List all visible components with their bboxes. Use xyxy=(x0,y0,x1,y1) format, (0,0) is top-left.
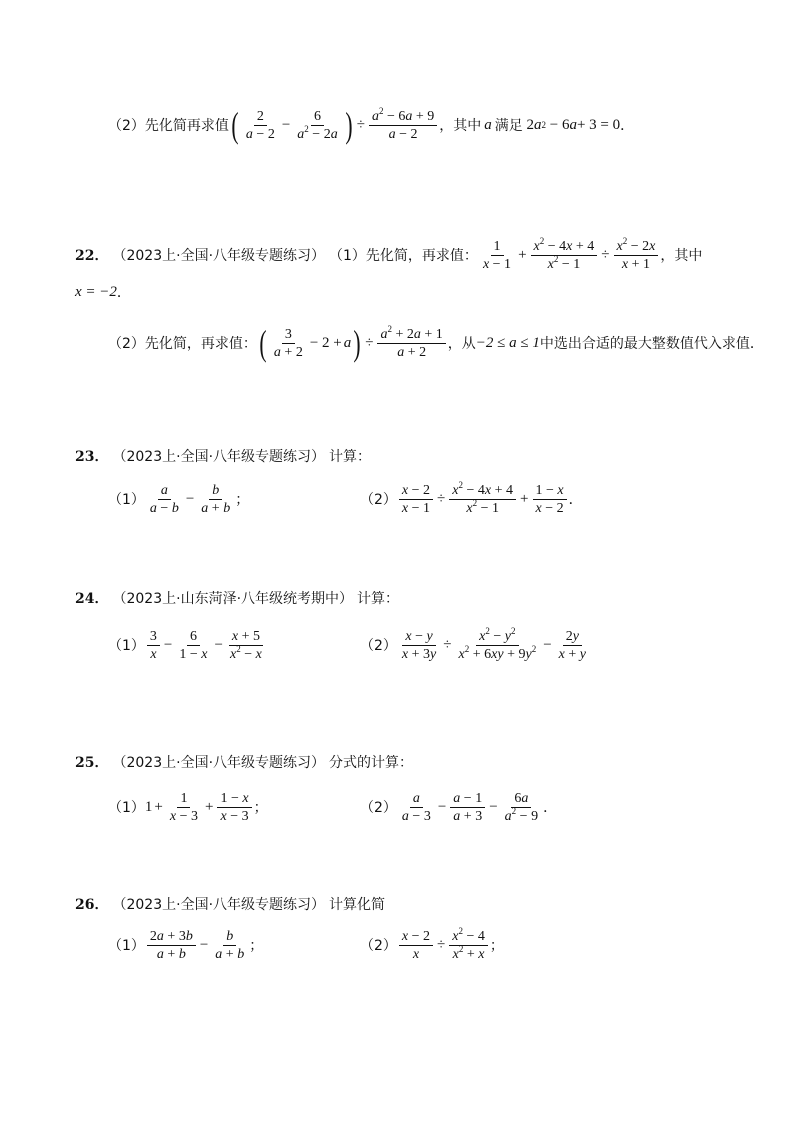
q25-p1-label: （1） xyxy=(108,800,145,816)
q22-number: 22． xyxy=(75,248,109,264)
q25-instruction: 分式的计算： xyxy=(329,755,414,771)
q22-condition: x = −2 xyxy=(75,283,117,300)
q22-part1-expression: $\frac{1}{x - 1}$ + $\frac{x^2 - 4x + 4}{x^2 - 1}$ ÷ $\frac{x^2 - 2x}{x + 1}$ xyxy=(478,238,660,273)
q25-source: （2023上·全国·八年级专题练习） xyxy=(112,755,326,771)
q26-source: （2023上·全国·八年级专题练习） xyxy=(112,897,326,913)
q26-p2-expression: $\frac{x - 2}{x}$ ÷ $\frac{x^2 - 4}{x^2 + x}$ xyxy=(397,928,490,963)
q25-p2-end: ． xyxy=(543,800,558,816)
q22-part2-label: （2）先化简，再求值： xyxy=(108,336,257,352)
q23-part2 xyxy=(360,476,583,522)
q22-line1 xyxy=(75,232,702,278)
q24-p1-label: （1） xyxy=(108,638,145,654)
q21-condition: 2 a 2 − 6 a + 3 = 0 xyxy=(522,116,621,133)
q21-part2-label: （2）先化简再求值 xyxy=(108,118,229,134)
q23-source: （2023上·全国·八年级专题练习） xyxy=(112,449,326,465)
q21-var-a: a xyxy=(484,116,492,133)
q26-p2-end: ； xyxy=(489,938,504,954)
q23-p1-label: （1） xyxy=(108,492,145,508)
q22-range: −2 ≤ a ≤ 1 xyxy=(475,334,540,351)
q24-source: （2023上·山东菏泽·八年级统考期中） xyxy=(112,591,354,607)
q23-p2-label: （2） xyxy=(360,492,397,508)
q26-p1-end: ； xyxy=(249,938,264,954)
q26-number: 26． xyxy=(75,897,109,913)
q23-header xyxy=(75,446,371,466)
q26-p1-label: （1） xyxy=(108,938,145,954)
q25-part1 xyxy=(108,784,268,830)
q21-tail-end: ． xyxy=(620,118,635,134)
q24-p2-label: （2） xyxy=(360,638,397,654)
q22-source: （2023上·全国·八年级专题练习） xyxy=(112,248,326,264)
q25-p2-label: （2） xyxy=(360,800,397,816)
q22-condition-end: ． xyxy=(116,285,131,301)
q24-p2-expression: $\frac{x - y}{x + 3y}$ ÷ $\frac{x^2 - y^2}{x^2 + 6xy + 9y^2}$ − $\frac{2y}{x + y}$ xyxy=(401,625,586,662)
q21-tail-mid: 满足 xyxy=(494,118,523,134)
q22-condition-line xyxy=(75,282,131,302)
q24-number: 24． xyxy=(75,591,109,607)
q26-part1 xyxy=(108,922,263,968)
q23-number: 23． xyxy=(75,449,109,465)
q21-part2 xyxy=(108,100,634,150)
q23-p1-expression: $\frac{a}{a - b}$ − $\frac{b}{a + b}$ xyxy=(149,482,231,516)
q25-part2 xyxy=(360,784,557,830)
q22-part2-tail-a: ，从 xyxy=(447,336,476,352)
q25-p2-expression: $\frac{a}{a - 3}$ − $\frac{a - 1}{a + 3}$ − $\frac{6a}{a^2 - 9}$ xyxy=(401,790,539,824)
q23-instruction: 计算： xyxy=(329,449,372,465)
q26-p1-expression: $\frac{2a + 3b}{a + b}$ − $\frac{b}{a + b}$ xyxy=(145,928,249,963)
q25-p1-end: ； xyxy=(253,800,268,816)
q23-p2-end: ． xyxy=(568,492,583,508)
q22-part1-label: （1）先化简，再求值： xyxy=(329,248,478,264)
q26-p2-label: （2） xyxy=(360,938,397,954)
q26-instruction: 计算化简 xyxy=(329,897,386,913)
q23-p2-expression: $\frac{x - 2}{x - 1}$ ÷ $\frac{x^2 - 4x + 4}{x^2 - 1}$ + $\frac{1 - x}{x - 2}$ xyxy=(397,482,569,517)
q24-instruction: 计算： xyxy=(357,591,400,607)
q21-expression: ( $\frac{2}{a - 2}$ − $\frac{6}{a^2 - 2a}$ ) ÷ $\frac{a^2 - 6a + 9}{a - 2}$ xyxy=(229,107,439,143)
q25-p1-expression: 1 + $\frac{1}{x - 3}$ + $\frac{1 - x}{x - 3}$ xyxy=(145,790,254,825)
q22-part1-tail: ，其中 xyxy=(660,248,703,264)
q25-header xyxy=(75,752,413,772)
q24-header xyxy=(75,588,399,608)
q23-part1 xyxy=(108,476,249,522)
q23-p1-end: ； xyxy=(235,492,250,508)
q24-part2 xyxy=(360,622,591,668)
q25-number: 25． xyxy=(75,755,109,771)
q22-part2-expression: ( $\frac{3}{a + 2}$ − 2 + a ) ÷ $\frac{a^2 + 2a + 1}{a + 2}$ xyxy=(257,325,448,361)
q24-p1-expression: $\frac{3}{x}$ − $\frac{6}{1 - x}$ − $\frac{x + 5}{x^2 - x}$ xyxy=(145,628,267,663)
q22-part2 xyxy=(108,318,764,368)
q24-part1 xyxy=(108,622,267,668)
q26-header xyxy=(75,894,385,914)
q21-tail: ，其中 xyxy=(439,118,482,134)
q22-part2-tail-b: 中选出合适的最大整数值代入求值． xyxy=(539,336,764,352)
q26-part2 xyxy=(360,922,504,968)
